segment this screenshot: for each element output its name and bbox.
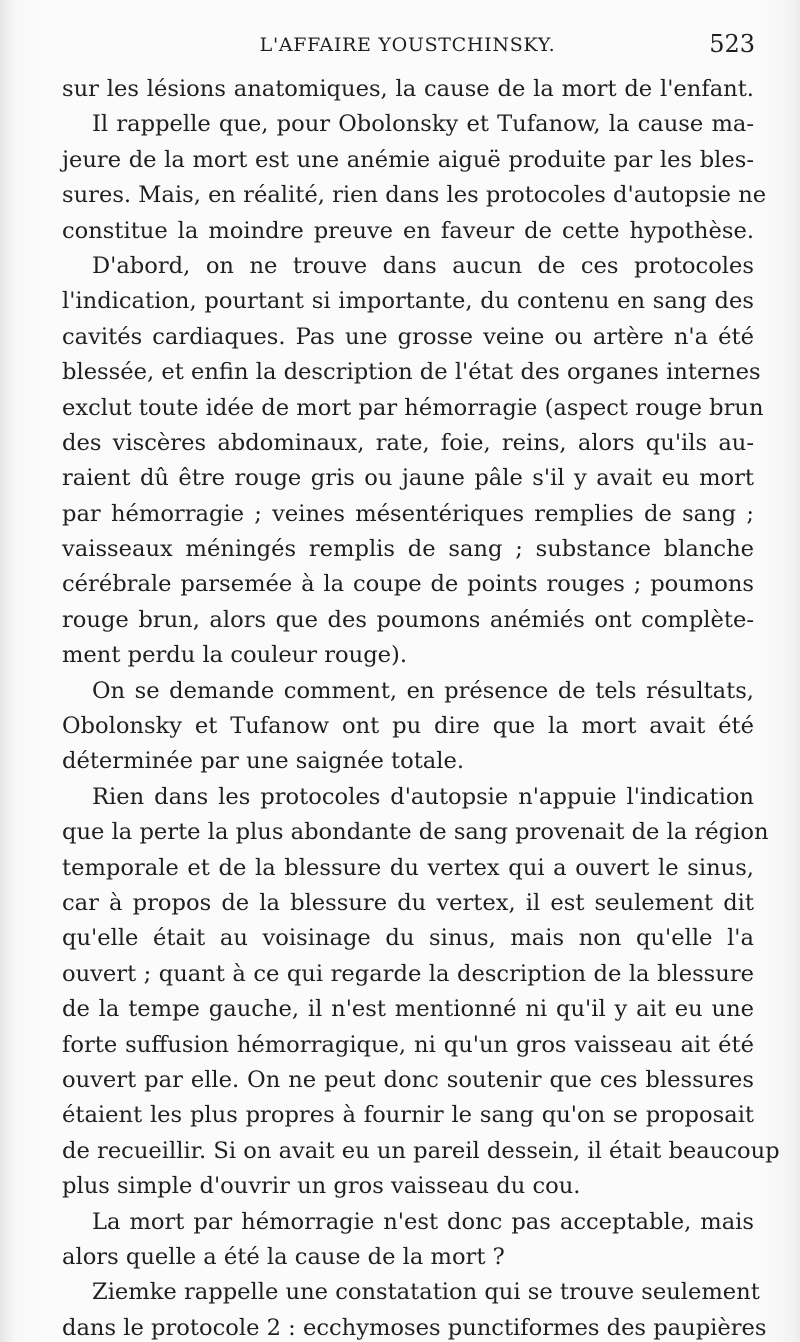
text-line: sur les lésions anatomiques, la cause de la mort de l'enfant. bbox=[62, 76, 754, 102]
text-line: qu'elle était au voisinage du sinus, mais non qu'elle l'a bbox=[62, 925, 754, 952]
text-line: alors quelle a été la cause de la mort ? bbox=[62, 1243, 505, 1270]
text-line: La mort par hémorragie n'est donc pas acceptable, mais bbox=[92, 1208, 754, 1235]
text-line: Rien dans les protocoles d'autopsie n'appuie l'indication bbox=[92, 783, 754, 810]
text-line: par hémorragie ; veines mésentériques remplies de sang ; bbox=[62, 500, 754, 527]
text-line: raient dû être rouge gris ou jaune pâle s'il y avait eu mort bbox=[62, 465, 754, 492]
text-line: Obolonsky et Tufanow ont pu dire que la mort avait été bbox=[62, 713, 754, 740]
body-text bbox=[62, 72, 780, 1342]
text-line: D'abord, on ne trouve dans aucun de ces protocoles bbox=[92, 252, 754, 279]
text-line: cavités cardiaques. Pas une grosse veine ou artère n'a été bbox=[62, 323, 754, 350]
page-number: 523 bbox=[709, 30, 755, 58]
text-line: Il rappelle que, pour Obolonsky et Tufanow, la cause ma- bbox=[92, 111, 754, 138]
text-line: étaient les plus propres à fournir le sang qu'on se proposait bbox=[62, 1102, 754, 1129]
text-line: temporale et de la blessure du vertex qui a ouvert le sinus, bbox=[62, 854, 754, 881]
text-line: constitue la moindre preuve en faveur de cette hypothèse. bbox=[62, 217, 754, 244]
text-line: dans le protocole 2 : ecchymoses punctiformes des paupières bbox=[62, 1314, 767, 1341]
text-line: déterminée par une saignée totale. bbox=[62, 748, 465, 775]
text-line: ouvert par elle. On ne peut donc soutenir que ces blessures bbox=[62, 1066, 754, 1093]
running-title: L'AFFAIRE YOUSTCHINSKY. bbox=[259, 34, 556, 56]
text-line: cérébrale parsemée à la coupe de points rouges ; poumons bbox=[62, 571, 754, 598]
text-line: de la tempe gauche, il n'est mentionné ni qu'il y ait eu une bbox=[62, 996, 754, 1023]
text-line: car à propos de la blessure du vertex, il est seulement dit bbox=[62, 889, 754, 916]
text-line: forte suffusion hémorragique, ni qu'un gros vaisseau ait été bbox=[62, 1031, 754, 1058]
page-header bbox=[60, 28, 755, 68]
text-line: ment perdu la couleur rouge). bbox=[62, 642, 408, 669]
text-line: que la perte la plus abondante de sang provenait de la région bbox=[62, 819, 769, 846]
text-line: sures. Mais, en réalité, rien dans les protocoles d'autopsie ne bbox=[62, 182, 767, 209]
text-line: plus simple d'ouvrir un gros vaisseau du cou. bbox=[62, 1173, 581, 1200]
text-line: Ziemke rappelle une constatation qui se trouve seulement bbox=[92, 1279, 760, 1306]
text-line: blessée, et enfin la description de l'état des organes internes bbox=[62, 359, 761, 386]
text-line: des viscères abdominaux, rate, foie, reins, alors qu'ils au- bbox=[62, 429, 754, 456]
text-line: ouvert ; quant à ce qui regarde la description de la blessure bbox=[62, 960, 754, 987]
text-line: de recueillir. Si on avait eu un pareil dessein, il était beaucoup bbox=[62, 1137, 780, 1164]
text-line: jeure de la mort est une anémie aiguë produite par les bles- bbox=[62, 146, 754, 173]
text-line: exclut toute idée de mort par hémorragie (aspect rouge brun bbox=[62, 394, 764, 421]
text-line: On se demande comment, en présence de tels résultats, bbox=[92, 677, 754, 704]
text-line: rouge brun, alors que des poumons anémiés ont complète- bbox=[62, 606, 754, 633]
text-line: l'indication, pourtant si importante, du contenu en sang des bbox=[62, 288, 754, 315]
text-line: vaisseaux méningés remplis de sang ; substance blanche bbox=[62, 536, 754, 563]
